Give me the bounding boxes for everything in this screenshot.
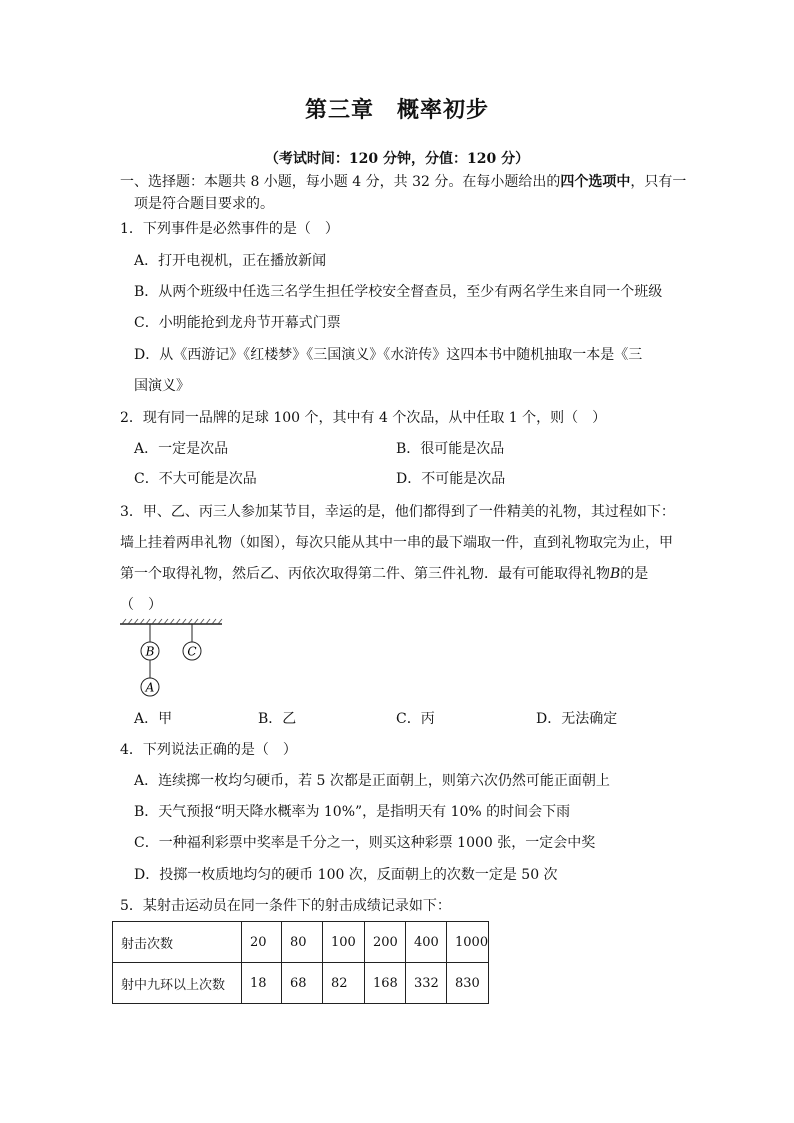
- q3-option-b: B．乙: [258, 711, 297, 727]
- exam-info: （考试时间：120 分钟，分值：120 分）: [264, 151, 530, 167]
- table-cell: 射击次数: [113, 922, 242, 963]
- gift-b-label: B: [145, 644, 155, 659]
- table-cell: 18: [242, 963, 282, 1004]
- q4-option-b: B．天气预报“明天降水概率为 10%”，是指明天有 10% 的时间会下雨: [134, 804, 571, 820]
- q4-option-c: C．一种福利彩票中奖率是千分之一，则买这种彩票 1000 张，一定会中奖: [134, 835, 596, 851]
- table-cell: 100: [323, 922, 365, 963]
- table-cell: 射中九环以上次数: [113, 963, 242, 1004]
- q1-option-b: B．从两个班级中任选三名学生担任学校安全督查员，至少有两名学生来自同一个班级: [134, 284, 663, 300]
- q3-option-d: D．无法确定: [536, 711, 618, 727]
- q4-option-a: A．连续掷一枚均匀硬币，若 5 次都是正面朝上，则第六次仍然可能正面朝上: [134, 773, 610, 789]
- q1-option-a: A．打开电视机，正在播放新闻: [134, 253, 327, 269]
- q3-stem-line3: 第一个取得礼物，然后乙、丙依次取得第二件、第三件礼物．最有可能取得礼物B的是: [120, 566, 649, 582]
- page-title: 第三章 概率初步: [304, 97, 489, 123]
- q1-option-d-line1: D．从《西游记》《红楼梦》《三国演义》《水浒传》这四本书中随机抽取一本是《三: [134, 347, 643, 363]
- table-cell: 68: [282, 963, 323, 1004]
- table-cell: 332: [406, 963, 447, 1004]
- table-cell: 82: [323, 963, 365, 1004]
- section-instructions-line2: 项是符合题目要求的。: [134, 196, 274, 212]
- table-cell: 20: [242, 922, 282, 963]
- ceiling-hatch: [120, 619, 222, 624]
- q2-option-c: C．不大可能是次品: [134, 471, 257, 487]
- q2-option-d: D．不可能是次品: [396, 471, 506, 487]
- gift-strings-diagram: [118, 618, 228, 702]
- table-cell: 168: [365, 963, 406, 1004]
- q2-option-b: B．很可能是次品: [396, 441, 505, 457]
- gift-c-label: C: [187, 644, 197, 659]
- table-cell: 80: [282, 922, 323, 963]
- table-cell: 400: [406, 922, 447, 963]
- table-row: [113, 922, 489, 963]
- table-cell: 1000: [447, 922, 489, 963]
- q5-stem: 5．某射击运动员在同一条件下的射击成绩记录如下：: [120, 898, 451, 914]
- gift-a-label: A: [145, 680, 155, 695]
- q2-stem: 2．现有同一品牌的足球 100 个，其中有 4 个次品，从中任取 1 个，则（ ）: [120, 410, 607, 426]
- q4-option-d: D．投掷一枚质地均匀的硬币 100 次，反面朝上的次数一定是 50 次: [134, 867, 558, 883]
- q3-option-c: C．丙: [396, 711, 435, 727]
- q3-stem-line4: （ ）: [120, 597, 162, 613]
- q3-stem-line1: 3．甲、乙、丙三人参加某节目，幸运的是，他们都得到了一件精美的礼物，其过程如下：: [120, 504, 675, 520]
- table-cell: 200: [365, 922, 406, 963]
- q1-stem: 1．下列事件是必然事件的是（ ）: [120, 221, 339, 237]
- table-row: [113, 963, 489, 1004]
- q3-stem-line2: 墙上挂着两串礼物（如图），每次只能从其中一串的最下端取一件，直到礼物取完为止，甲: [120, 535, 673, 551]
- shooting-record-table: [112, 921, 489, 1004]
- table-cell: 830: [447, 963, 489, 1004]
- q4-stem: 4．下列说法正确的是（ ）: [120, 742, 297, 758]
- q1-option-d-line2: 国演义》: [134, 378, 190, 394]
- q3-option-a: A．甲: [134, 711, 173, 727]
- q1-option-c: C．小明能抢到龙舟节开幕式门票: [134, 315, 341, 331]
- section-instructions-line1: 一、选择题：本题共 8 小题，每小题 4 分，共 32 分。在每小题给出的四个选项中，只有一: [120, 174, 687, 190]
- q2-option-a: A．一定是次品: [134, 441, 229, 457]
